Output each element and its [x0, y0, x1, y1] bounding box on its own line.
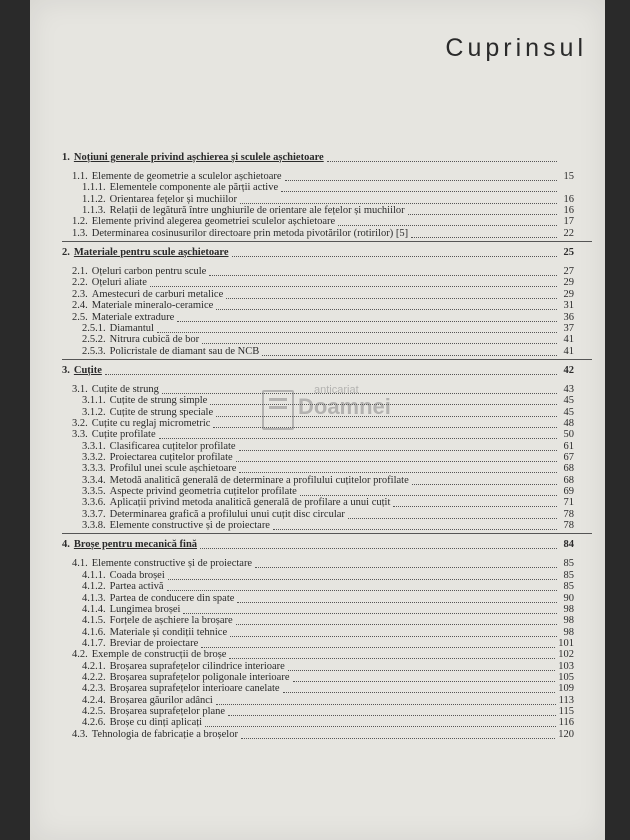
toc-entry: [82, 334, 574, 346]
toc-page-number: 27: [563, 266, 574, 278]
toc-leader-dots: [230, 636, 557, 637]
toc-leader-dots: [288, 670, 555, 671]
toc-entry: [82, 509, 574, 521]
toc-title: Broșarea suprafețelor interioare canelate: [109, 683, 280, 695]
toc-entry: [72, 216, 574, 228]
toc-page-number: 102: [558, 649, 574, 661]
toc-page-number: 84: [563, 539, 574, 551]
toc-title: Exemple de construcții de broșe: [91, 649, 227, 661]
toc-number: 4.: [62, 539, 70, 551]
toc-leader-dots: [150, 286, 557, 287]
toc-leader-dots: [237, 602, 557, 603]
toc-leader-dots: [338, 225, 557, 226]
toc-page-number: 69: [563, 486, 574, 498]
toc-title: Relații de legătură între unghiurile de orientare ale fețelor și muchiilor: [109, 205, 405, 217]
toc-chapter: [62, 539, 574, 551]
toc-title: Broșe cu dinți aplicați: [109, 717, 203, 729]
toc-page-number: 29: [563, 288, 574, 300]
toc-number: 1.1.1.: [82, 182, 106, 194]
toc-title: Cuțite de strung: [91, 383, 159, 395]
toc-entry: [82, 638, 574, 650]
toc-number: 4.2.4.: [82, 694, 106, 706]
toc-page-number: 16: [563, 193, 574, 205]
toc-entry: [82, 717, 574, 729]
toc-title: Aplicații privind metoda analitică generală de profilare a unui cuțit: [109, 497, 391, 509]
toc-page-number: 22: [563, 227, 574, 239]
toc-page-number: 71: [563, 497, 574, 509]
toc-entry: [82, 706, 574, 718]
toc-entry: [82, 604, 574, 616]
toc-entry: [82, 520, 574, 532]
toc-title: Cuțite de strung speciale: [109, 406, 214, 418]
toc-entry: [82, 182, 574, 194]
toc-leader-dots: [200, 548, 557, 549]
toc-number: 3.3.4.: [82, 474, 106, 486]
toc-title: Broșarea suprafețelor cilindrice interioare: [109, 660, 285, 672]
toc-page-number: 43: [563, 383, 574, 395]
toc-number: 4.1.3.: [82, 592, 106, 604]
toc-entry: [82, 463, 574, 475]
toc-title: Elemente constructive și de proiectare: [91, 558, 253, 570]
toc-title: Diamantul: [109, 322, 154, 334]
toc-page-number: 25: [563, 247, 574, 259]
toc-title: Elemente de geometrie a sculelor așchietoare: [91, 171, 282, 182]
toc-leader-dots: [216, 309, 557, 310]
toc-number: 2.5.1.: [82, 322, 106, 334]
toc-page-number: 41: [563, 345, 574, 357]
toc-page-number: 90: [563, 592, 574, 604]
table-of-contents: [30, 0, 605, 840]
toc-page-number: 50: [563, 429, 574, 441]
toc-page-number: 78: [563, 508, 574, 520]
toc-title: Oțeluri aliate: [91, 277, 147, 289]
toc-page-number: 45: [563, 395, 574, 407]
toc-page-number: 16: [563, 205, 574, 217]
toc-number: 3.3.5.: [82, 486, 106, 498]
toc-number: 1.3.: [72, 227, 88, 239]
toc-entry: [72, 289, 574, 301]
toc-entry: [82, 672, 574, 684]
toc-entry: [82, 475, 574, 487]
watermark-small-text: anticariat: [314, 384, 359, 396]
toc-leader-dots: [255, 567, 557, 568]
toc-entry: [82, 683, 574, 695]
toc-leader-dots: [293, 681, 556, 682]
toc-chapter: [62, 365, 574, 377]
toc-leader-dots: [300, 495, 557, 496]
toc-page-number: 115: [558, 706, 574, 717]
toc-entry: [72, 300, 574, 312]
toc-number: 3.: [62, 364, 70, 376]
toc-leader-dots: [239, 472, 557, 473]
toc-leader-dots: [213, 427, 557, 428]
book-page: [30, 0, 605, 840]
toc-title: Broșarea găurilor adânci: [109, 694, 213, 706]
section-divider: [62, 533, 592, 534]
toc-number: 4.1.: [72, 558, 88, 570]
toc-title: Cuțite de strung simple: [109, 395, 208, 407]
toc-number: 4.2.5.: [82, 706, 106, 717]
toc-number: 1.1.: [72, 171, 88, 182]
toc-page-number: 41: [563, 334, 574, 346]
toc-title: Elemente constructive și de proiectare: [109, 520, 270, 532]
toc-title: Forțele de așchiere la broșare: [109, 615, 233, 627]
section-divider: [62, 359, 592, 360]
toc-title: Lungimea broșei: [109, 603, 181, 615]
toc-leader-dots: [241, 738, 555, 739]
toc-entry: [72, 266, 574, 278]
toc-page-number: 42: [563, 364, 574, 376]
toc-title: Cuțite: [73, 364, 102, 376]
toc-leader-dots: [226, 298, 557, 299]
toc-leader-dots: [348, 518, 557, 519]
toc-page-number: 67: [563, 452, 574, 463]
toc-leader-dots: [159, 438, 557, 439]
toc-title: Broșarea suprafețelor poligonale interioare: [109, 671, 290, 683]
toc-leader-dots: [162, 393, 557, 394]
toc-leader-dots: [273, 529, 557, 530]
toc-leader-dots: [236, 624, 557, 625]
toc-page-number: 48: [563, 417, 574, 429]
toc-page-number: 45: [563, 406, 574, 418]
toc-leader-dots: [236, 461, 557, 462]
toc-number: 4.1.6.: [82, 626, 106, 638]
toc-leader-dots: [201, 647, 555, 648]
toc-number: 4.1.2.: [82, 581, 106, 593]
toc-entry: [72, 649, 574, 661]
toc-entry: [82, 407, 574, 419]
toc-leader-dots: [167, 590, 557, 591]
toc-number: 3.3.: [72, 429, 88, 441]
toc-page-number: 103: [558, 660, 574, 672]
toc-title: Breviar de proiectare: [109, 637, 199, 649]
toc-page-number: 85: [563, 581, 574, 593]
toc-entry: [82, 452, 574, 464]
toc-number: 4.3.: [72, 728, 88, 740]
toc-number: 1.1.3.: [82, 205, 106, 217]
toc-entry: [72, 384, 574, 396]
toc-chapter: [62, 247, 574, 259]
toc-title: Policristale de diamant sau de NCB: [109, 345, 260, 357]
toc-page-number: 101: [558, 637, 574, 649]
toc-entry: [82, 497, 574, 509]
toc-number: 2.5.2.: [82, 334, 106, 346]
toc-title: Partea activă: [109, 581, 164, 593]
toc-leader-dots: [232, 256, 557, 257]
toc-page-number: 37: [563, 322, 574, 334]
toc-number: 4.1.7.: [82, 637, 106, 649]
toc-number: 2.1.: [72, 266, 88, 278]
toc-page-number: 68: [563, 463, 574, 475]
toc-title: Tehnologia de fabricație a broșelor: [91, 728, 238, 740]
toc-leader-dots: [327, 161, 557, 162]
toc-leader-dots: [177, 321, 557, 322]
toc-title: Oțeluri carbon pentru scule: [91, 266, 207, 278]
toc-leader-dots: [202, 343, 557, 344]
toc-entry: [82, 441, 574, 453]
section-divider: [62, 241, 592, 242]
toc-title: Broșe pentru mecanică fină: [73, 539, 198, 551]
toc-title: Cuțite profilate: [91, 429, 156, 441]
toc-number: 4.2.2.: [82, 671, 106, 683]
toc-entry: [82, 323, 574, 335]
toc-number: 3.3.7.: [82, 508, 106, 520]
toc-page-number: 85: [563, 558, 574, 570]
toc-entry: [72, 312, 574, 324]
toc-number: 3.3.2.: [82, 452, 106, 463]
toc-number: 4.2.1.: [82, 660, 106, 672]
toc-page-number: 98: [563, 626, 574, 638]
toc-title: Proiectarea cuțitelor profilate: [109, 452, 233, 463]
toc-page-number: 78: [563, 520, 574, 532]
toc-title: Materiale și condiții tehnice: [109, 626, 228, 638]
toc-title: Determinarea grafică a profilului unui cuțit disc circular: [109, 508, 345, 520]
toc-number: 2.5.3.: [82, 345, 106, 357]
toc-title: Elementele componente ale părții active: [109, 182, 279, 194]
toc-number: 3.3.1.: [82, 440, 106, 452]
toc-page-number: 116: [558, 717, 574, 729]
toc-title: Materiale pentru scule așchietoare: [73, 247, 229, 259]
toc-entry: [72, 277, 574, 289]
toc-entry: [82, 581, 574, 593]
toc-number: 4.1.4.: [82, 603, 106, 615]
toc-entry: [82, 194, 574, 206]
toc-entry: [72, 418, 574, 430]
toc-entry: [82, 695, 574, 707]
toc-number: 1.1.2.: [82, 193, 106, 205]
toc-leader-dots: [183, 613, 557, 614]
toc-leader-dots: [239, 450, 557, 451]
toc-number: 2.4.: [72, 300, 88, 312]
toc-title: Clasificarea cuțitelor profilate: [109, 440, 236, 452]
toc-number: 2.2.: [72, 277, 88, 289]
toc-entry: [72, 558, 574, 570]
toc-leader-dots: [283, 692, 556, 693]
toc-page-number: 120: [558, 728, 574, 740]
toc-number: 1.2.: [72, 216, 88, 228]
toc-title: Nitrura cubică de bor: [109, 334, 200, 346]
toc-title: Partea de conducere din spate: [109, 592, 235, 604]
toc-entry: [72, 171, 574, 183]
toc-leader-dots: [411, 237, 557, 238]
toc-title: Elemente privind alegerea geometriei sculelor așchietoare: [91, 216, 336, 228]
toc-entry: [72, 228, 574, 240]
toc-number: 2.3.: [72, 288, 88, 300]
toc-title: Determinarea cosinusurilor directoare prin metoda pivotărilor (rotirilor) [5]: [91, 227, 409, 239]
toc-entry: [72, 729, 574, 741]
toc-page-number: 36: [563, 311, 574, 323]
toc-page-number: 29: [563, 277, 574, 289]
toc-page-number: 113: [558, 694, 574, 706]
toc-entry: [82, 661, 574, 673]
toc-title: Metodă analitică generală de determinare a profilului cuțitelor profilate: [109, 474, 409, 486]
toc-title: Noțiuni generale privind așchierea și sculele așchietoare: [73, 152, 324, 163]
toc-number: 4.1.1.: [82, 569, 106, 581]
toc-title: Cuțite cu reglaj micrometric: [91, 417, 211, 429]
toc-leader-dots: [210, 404, 557, 405]
toc-page-number: 105: [558, 671, 574, 683]
toc-leader-dots: [229, 658, 555, 659]
toc-leader-dots: [216, 704, 556, 705]
toc-number: 3.3.8.: [82, 520, 106, 532]
toc-title: Amestecuri de carburi metalice: [91, 288, 224, 300]
toc-leader-dots: [105, 374, 557, 375]
toc-page-number: 109: [558, 683, 574, 695]
toc-number: 3.3.3.: [82, 463, 106, 475]
toc-page-number: 85: [563, 569, 574, 581]
toc-page-number: 98: [563, 615, 574, 627]
page-title: Cuprinsul: [445, 34, 587, 62]
toc-leader-dots: [393, 506, 557, 507]
toc-leader-dots: [168, 579, 557, 580]
watermark-large-text: Doamnei: [298, 394, 391, 419]
toc-entry: [82, 486, 574, 498]
toc-entry: [82, 570, 574, 582]
toc-title: Coada broșei: [109, 569, 165, 581]
toc-number: 4.2.: [72, 649, 88, 661]
toc-chapter: [62, 152, 574, 164]
toc-leader-dots: [209, 275, 557, 276]
toc-leader-dots: [262, 355, 557, 356]
toc-entry: [82, 346, 574, 358]
toc-title: Materiale mineralo-ceramice: [91, 300, 214, 312]
toc-title: Broșarea suprafețelor plane: [109, 706, 226, 717]
toc-leader-dots: [205, 726, 556, 727]
toc-leader-dots: [216, 416, 557, 417]
toc-number: 3.2.: [72, 417, 88, 429]
toc-page-number: 17: [563, 216, 574, 228]
toc-entry: [82, 627, 574, 639]
toc-page-number: 61: [563, 440, 574, 452]
toc-page-number: 31: [563, 300, 574, 312]
toc-title: Orientarea fețelor și muchiilor: [109, 193, 238, 205]
toc-number: 2.: [62, 247, 70, 259]
toc-leader-dots: [228, 715, 556, 716]
toc-number: 2.5.: [72, 311, 88, 323]
toc-page-number: 98: [563, 603, 574, 615]
toc-page-number: 15: [563, 171, 574, 182]
toc-number: 4.2.3.: [82, 683, 106, 695]
toc-leader-dots: [240, 203, 557, 204]
toc-entry: [82, 395, 574, 407]
toc-page-number: 68: [563, 474, 574, 486]
toc-leader-dots: [408, 214, 557, 215]
toc-title: Materiale extradure: [91, 311, 175, 323]
toc-leader-dots: [412, 484, 557, 485]
toc-number: 3.1.: [72, 383, 88, 395]
toc-number: 3.1.1.: [82, 395, 106, 407]
toc-leader-dots: [285, 180, 557, 181]
toc-entry: [82, 205, 574, 217]
toc-number: 3.3.6.: [82, 497, 106, 509]
toc-entry: [82, 593, 574, 605]
toc-number: 3.1.2.: [82, 406, 106, 418]
toc-leader-dots: [157, 332, 557, 333]
toc-leader-dots: [281, 191, 557, 192]
toc-number: 4.2.6.: [82, 717, 106, 729]
toc-title: Profilul unei scule așchietoare: [109, 463, 237, 475]
toc-entry: [72, 429, 574, 441]
toc-number: 4.1.5.: [82, 615, 106, 627]
toc-title: Aspecte privind geometria cuțitelor profilate: [109, 486, 297, 498]
toc-number: 1.: [62, 152, 70, 163]
toc-entry: [82, 615, 574, 627]
